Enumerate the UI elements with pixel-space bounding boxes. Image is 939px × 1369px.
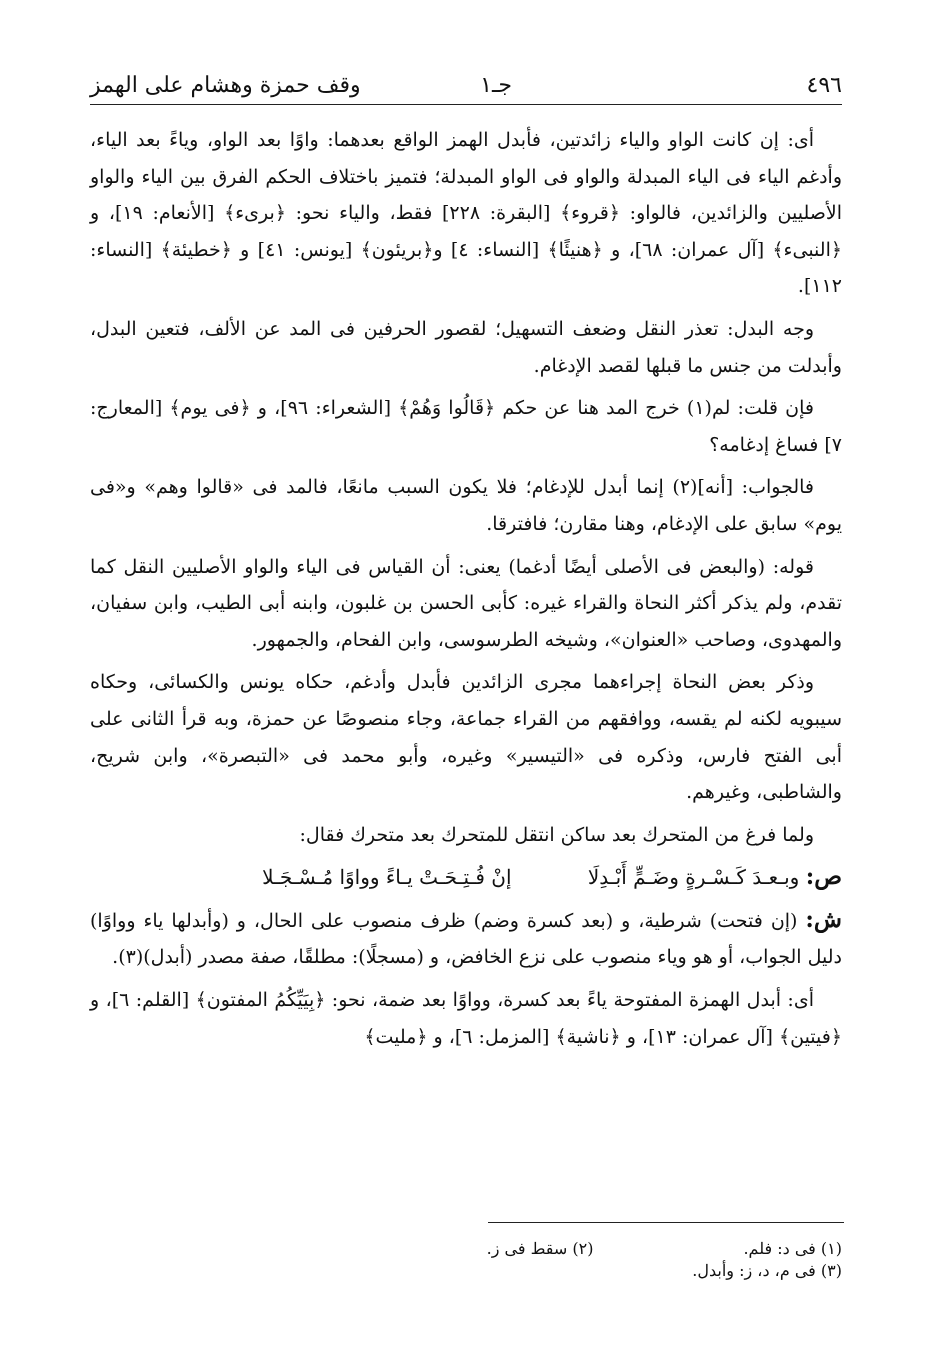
footnotes (330, 1238, 842, 1282)
volume-label: جـ١ (480, 73, 512, 98)
commentary-text: (إن فتحت) شرطية، و (بعد كسرة وضم) ظرف منصوب على الحال، و (وأبدلها ياء وواوًا) دليل الجواب، أو هو وياء منصوب على نزع الخافض، و (مسجلًا): مطلقًا، صفة مصدر (أبدل)(٣). (90, 909, 842, 969)
running-title: وقف حمزة وهشام على الهمز (90, 73, 361, 98)
verse-hemistich-second: إنْ فُـتِـحَـتْ يـاءً وواوًا مُـسْـجَـلا (262, 865, 512, 890)
page-number: ٤٩٦ (806, 73, 842, 98)
paragraph: ولما فرغ من المتحرك بعد ساكن انتقل للمتحرك بعد متحرك فقال: (299, 823, 814, 846)
footnote-separator (488, 1222, 844, 1223)
commentary-marker: ش: (805, 905, 842, 933)
verse-marker: ص: (805, 863, 842, 891)
commentary-paragraph (90, 902, 842, 976)
paragraph: أى: أبدل الهمزة المفتوحة ياءً بعد كسرة، وواوًا بعد ضمة، نحو: ﴿بِيَيِّكُمُ المفتون﴾ [القلم: ٦]، و ﴿فيتين﴾ [آل عمران: ١٣]، و ﴿ناشية﴾ [المزمل: ٦]، و ﴿مليت﴾ (90, 989, 842, 1048)
main-text (90, 122, 842, 1061)
page-header (90, 62, 842, 105)
paragraph: وذكر بعض النحاة إجراءهما مجرى الزائدين فأبدل وأدغم، حكاه يونس والكسائى، وحكاه سيبويه لكنه لم يقسه، ووافقهم من القراء جماعة، وجاء منصوصًا عن حمزة، وبه قرأ الثانى على أبى الفتح فارس، وذكره فى «التيسير» وغيره، وأبو محمد فى «التبصرة»، وابن شريح، والشاطبى، وغيرهم. (90, 671, 842, 804)
paragraph: أى: إن كانت الواو والياء زائدتين، فأبدل الهمز الواقع بعدهما: واوًا بعد الواو، وياءً بعد الياء، وأدغم الياء فى الياء المبدلة والواو فى الواو المبدلة؛ فتميز باختلاف الحكم الفرق بين الياء والواو الأصليين والزائدين، فالواو: ﴿قروء﴾ [البقرة: ٢٢٨] فقط، والياء نحو: ﴿برىء﴾ [الأنعام: ١٩]، و ﴿النبىء﴾ [آل عمران: ٦٨]، و ﴿هنيئًا﴾ [النساء: ٤] و﴿بريئون﴾ [يونس: ٤١] و ﴿خطيئة﴾ [النساء: ١١٢]. (90, 129, 842, 298)
paragraph: قوله: (والبعض فى الأصلى أيضًا أدغما) يعنى: أن القياس فى الياء والواو الأصليين النقل كما تقدم، ولم يذكر أكثر النحاة والقراء غيره: كأبى الحسن بن غلبون، وابنه أبى الطيب، وابن سفيان، والمهدوى، وصاحب «العنوان»، وشيخه الطرسوسى، وابن الفحام، والجمهور. (90, 555, 842, 651)
paragraph: فالجواب: [أنه](٢) إنما أبدل للإدغام؛ فلا يكون السبب مانعًا، فالمد فى «قالوا وهم» و«فى يوم» سابق على الإدغام، وهنا مقارن؛ فافترقا. (90, 476, 842, 535)
paragraph: وجه البدل: تعذر النقل وضعف التسهيل؛ لقصور الحرفين فى المد عن الألف، فتعين البدل، وأبدلت من جنس ما قبلها لقصد الإدغام. (90, 317, 842, 377)
paragraph: فإن قلت: لم(١) خرج المد هنا عن حكم ﴿قَالُوا وَهُمْ﴾ [الشعراء: ٩٦]، و ﴿فى يوم﴾ [المعارج: ٧] فساغ إدغامه؟ (90, 397, 842, 456)
footnote: (٢) سقط فى ز. (486, 1239, 594, 1258)
footnote: (٣) فى م، د، ز: وأبدل. (692, 1261, 842, 1280)
verse-hemistich-first: وبـعـدَ كَـسْـرةٍ وضَـمٍّ أَبْـدِلَا (587, 865, 800, 890)
poem-verse (90, 859, 842, 896)
footnote: (١) فى د: فلم. (743, 1239, 842, 1258)
